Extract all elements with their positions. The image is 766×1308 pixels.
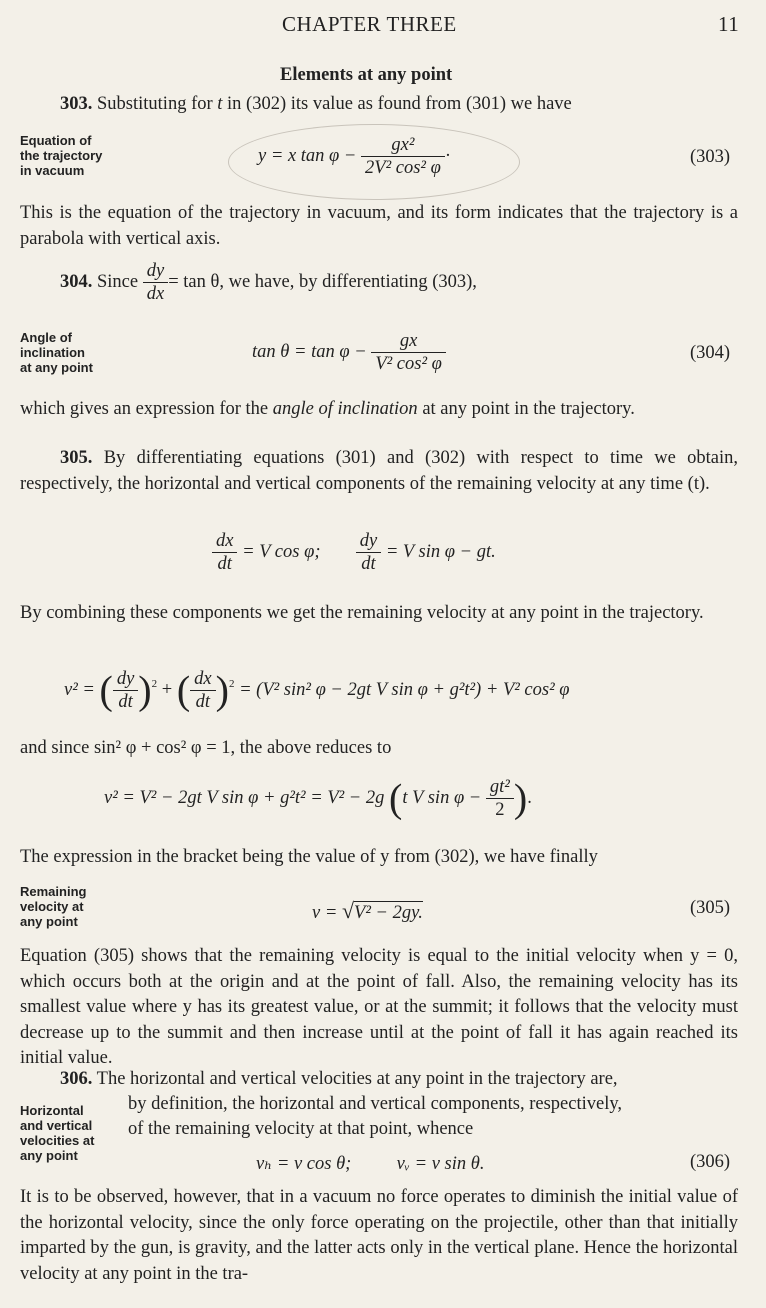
paragraph-306-line1: 306. The horizontal and vertical velocities at any point in the trajectory are, (60, 1069, 618, 1089)
equation-306: vₕ = v cos θ; vᵥ = v sin θ. (256, 1154, 485, 1174)
paragraph-after-304: which gives an expression for the angle of inclination at any point in the trajectory. (20, 399, 635, 419)
section-title: Elements at any point (280, 65, 453, 85)
equation-304: tan θ = tan φ − $\frac{gx}{\text{V² cos² φ}}$ (252, 330, 446, 375)
paragraph-after-303: This is the equation of the trajectory in vacuum, and its form indicates that the trajectory is a parabola with vertical axis. (20, 203, 738, 249)
margin-note-305: Remaining velocity at any point (20, 884, 87, 929)
equation-v-squared: v² = ( $\frac{dy}{dt}$ )$^2$ + ( $\frac{dx}{dt}$ )$^2$ = (V² sin² φ − 2gt V sin φ + g²t²) + V² cos² φ (64, 667, 570, 713)
equation-components: $\frac{dx}{dt}$ = V cos φ; $\frac{dy}{dt}$ = V sin φ − gt. (212, 530, 496, 575)
paragraph-bracket: The expression in the bracket being the value of y from (302), we have finally (20, 847, 598, 867)
paragraph-since: and since sin² φ + cos² φ = 1, the above reduces to (20, 738, 392, 758)
equation-303: y = x tan φ − $\frac{\text{gx²}}{\text{2V² cos² φ}}$ · (258, 135, 451, 178)
equation-305: v = √V² − 2gy. (312, 898, 423, 923)
equation-304-label: (304) (690, 343, 731, 363)
page-number: 11 (718, 12, 740, 36)
paragraph-final: It is to be observed, however, that in a vacuum no force operates to diminish the initial value of the horizontal velocity, since the only force operating on the projectile, other than that initially imparted by the gun, is gravity, and the latter acts only in the vertical plane. Hence the horizontal velocity at any point in the tra- (20, 1187, 738, 1284)
margin-note-304: Angle of inclination at any point (20, 330, 93, 375)
paragraph-combine: By combining these components we get the remaining velocity at any point in the trajectory. (20, 603, 704, 623)
paragraph-303: 303. Substituting for t in (302) its value as found from (301) we have (60, 94, 572, 114)
paragraph-304: 304. Since $\frac{dy}{dx}$ = tan θ, we have, by differentiating (303), (60, 261, 477, 304)
paragraph-306-line2: by definition, the horizontal and vertical components, respectively, (128, 1094, 623, 1114)
margin-note-303: Equation of the trajectory in vacuum (20, 133, 103, 178)
equation-306-label: (306) (690, 1152, 731, 1172)
paragraph-306-line3: of the remaining velocity at that point, whence (128, 1119, 474, 1139)
paragraph-305: 305. By differentiating equations (301) and (302) with respect to time we obtain, respectively, the horizontal and vertical components of the remaining velocity at any time (t). (20, 448, 738, 494)
chapter-header: CHAPTER THREE (282, 12, 457, 36)
equation-305-label: (305) (690, 898, 731, 918)
equation-reduce: v² = V² − 2gt V sin φ + g²t² = V² − 2g (t V sin φ − $\frac{\text{gt²}}{2}$ ). (104, 775, 532, 821)
paragraph-after-305: Equation (305) shows that the remaining velocity is equal to the initial velocity when y = 0, which occurs both at the origin and at the point of fall. Also, the remaining velocity has its smallest value where y has its greatest value, or at the summit; it follows that the velocity must decrease up to the summit and then increase until at the point of fall it has again reached its initial value. (20, 946, 738, 1068)
margin-note-306: Horizontal and vertical velocities at any point (20, 1103, 95, 1163)
equation-303-label: (303) (690, 147, 731, 167)
